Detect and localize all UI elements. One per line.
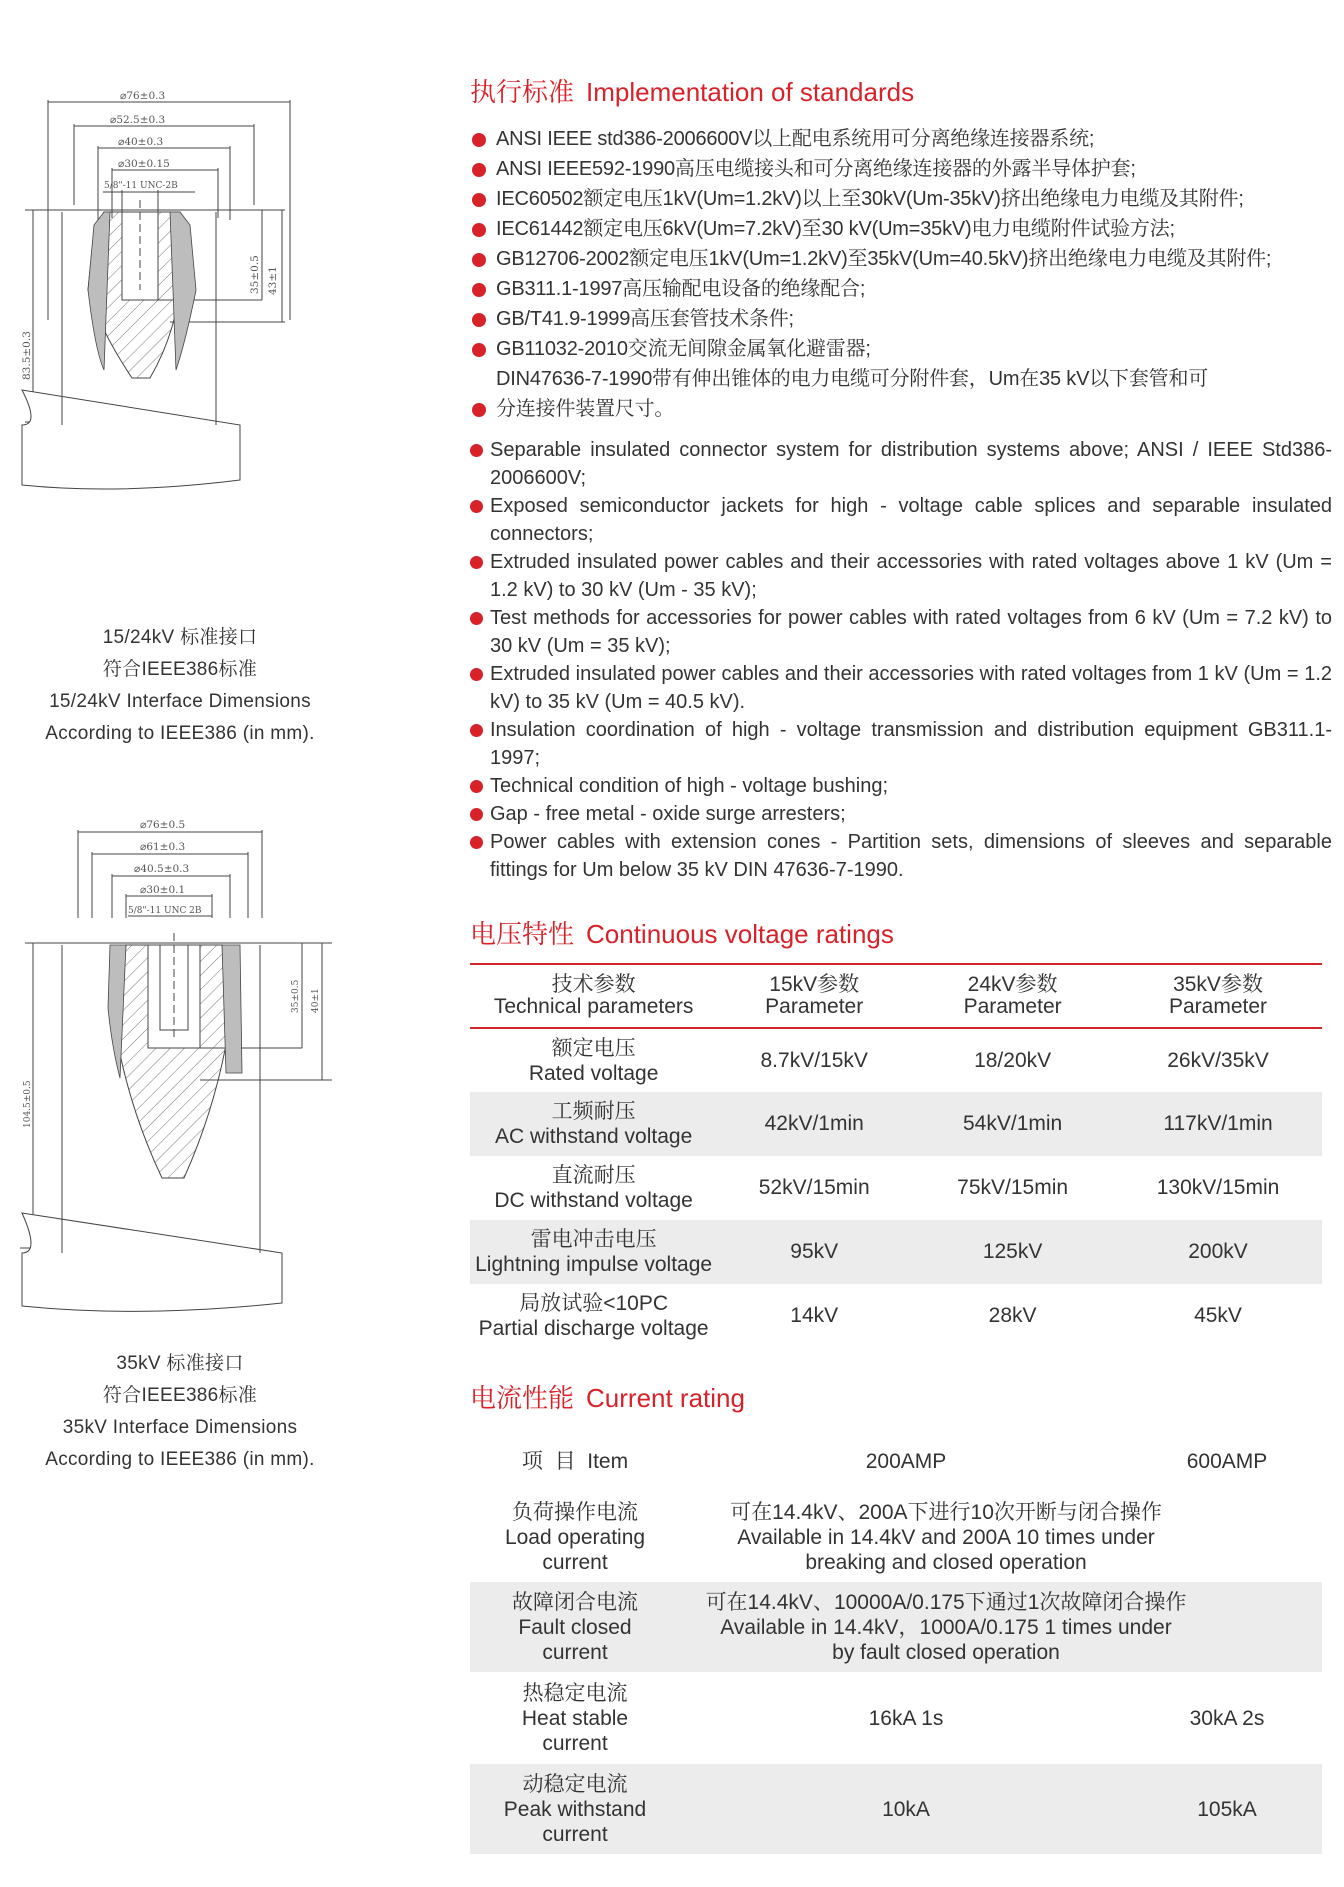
dim-length: 43±1 (267, 266, 279, 295)
header-en: Parameter (765, 995, 864, 1018)
standard-item-en: Insulation coordination of high - voltage transmission and distribution equipment GB311.1-1997; (470, 716, 1332, 772)
caption-line: 符合IEEE386标准 (102, 659, 258, 680)
standard-item-en: Extruded insulated power cables and their accessories with rated voltages from 1 kV (Um = 1.2 kV) to 35 kV (Um = 40.5 kV). (470, 660, 1332, 716)
label-cn: 动稳定电流 (522, 1772, 628, 1796)
value-cell: 54kV/1min (963, 1112, 1063, 1135)
standard-item-cn: IEC61442额定电压6kV(Um=7.2kV)至30 kV(Um=35kV)电力电缆附件试验方法; (470, 214, 1332, 244)
value-cell: 8.7kV/15kV (760, 1048, 868, 1072)
standards-list-en (470, 436, 1332, 884)
dim-diameter-3: ⌀40.5±0.3 (134, 863, 190, 875)
label-en: current (542, 1640, 608, 1664)
caption-line: 符合IEEE386标准 (102, 1385, 258, 1406)
standard-item-en: Extruded insulated power cables and their accessories with rated voltages above 1 kV (Um = 1.2 kV) to 30 kV (Um - 35 kV); (470, 548, 1332, 604)
label-en: current (542, 1731, 608, 1755)
standards-title (470, 72, 914, 109)
param-en: AC withstand voltage (494, 1125, 693, 1148)
value-cell: 130kV/15min (1156, 1176, 1280, 1199)
value-cell: 125kV (982, 1240, 1043, 1263)
standard-item-en: Gap - free metal - oxide surge arresters; (470, 800, 1332, 828)
standard-item-cn: GB311.1-1997高压输配电设备的绝缘配合; (470, 274, 1332, 304)
standard-item-cn: 分连接件装置尺寸。 (470, 394, 1332, 424)
dim-length: 40±1 (311, 988, 321, 1013)
figure1-caption (0, 622, 360, 750)
table-row (470, 1284, 1322, 1348)
header-cn: 24kV参数 (967, 973, 1058, 996)
param-en: Rated voltage (528, 1061, 659, 1085)
header-cn: 15kV参数 (769, 973, 860, 996)
value-cell: 95kV (790, 1240, 839, 1263)
value-200amp: 16kA 1s (868, 1706, 944, 1730)
voltage-table (470, 963, 1322, 1348)
current-title-en: Current rating (586, 1383, 745, 1413)
param-cell (470, 1284, 717, 1348)
caption-line: According to IEEE386 (in mm). (45, 723, 315, 744)
param-cn: 额定电压 (551, 1036, 636, 1060)
standard-item-en: Test methods for accessories for power cables with rated voltages from 6 kV (Um = 7.2 kV) to 30 kV (Um = 35 kV); (470, 604, 1332, 660)
value-cell: 75kV/15min (957, 1176, 1069, 1199)
item-label (470, 1492, 680, 1582)
drawings-column (0, 0, 450, 1887)
standard-item-cn-continuation: DIN47636-7-1990带有伸出锥体的电力电缆可分附件套，Um在35 kV以下套管和可 (496, 368, 1209, 390)
dim-diameter-2: ⌀61±0.3 (140, 841, 186, 853)
interface-drawing-15-24kv-svg (0, 90, 450, 610)
note-line: by fault closed operation (832, 1640, 1060, 1664)
standards-title-cn: 执行标准 (470, 77, 575, 107)
param-cell (470, 1220, 717, 1284)
caption-line: 35kV 标准接口 (116, 1353, 244, 1374)
current-table (470, 1430, 1322, 1854)
dim-thread: 5/8"-11 UNC-2B (104, 181, 178, 191)
voltage-title-cn: 电压特性 (470, 919, 575, 949)
label-en: current (542, 1822, 608, 1846)
value-600amp: 105kA (1197, 1797, 1257, 1821)
voltage-title-en: Continuous voltage ratings (586, 919, 894, 949)
value-cell: 28kV (988, 1304, 1037, 1327)
standard-item-en: Exposed semiconductor jackets for high - voltage cable splices and separable insulated connectors; (470, 492, 1332, 548)
param-en: Lightning impulse voltage (475, 1253, 713, 1276)
caption-line: 15/24kV Interface Dimensions (49, 691, 311, 712)
standard-item-cn: GB11032-2010交流无间隙金属氧化避雷器; (470, 334, 1332, 364)
value-cell: 14kV (790, 1304, 839, 1327)
table-row (470, 1028, 1322, 1092)
header-200amp: 200AMP (865, 1449, 947, 1473)
caption-line: 15/24kV 标准接口 (102, 627, 258, 648)
note-line: 可在14.4kV、200A下进行10次开断与闭合操作 (730, 1500, 1162, 1524)
param-cn: 工频耐压 (551, 1100, 636, 1123)
note-line: 可在14.4kV、10000A/0.175下通过1次故障闭合操作 (705, 1590, 1187, 1614)
header-en: Parameter (1168, 995, 1268, 1018)
dim-height: 104.5±0.5 (23, 1080, 33, 1128)
standard-item-cn: ANSI IEEE std386-2006600V以上配电系统用可分离绝缘连接器系统; (470, 124, 1332, 154)
param-cell (470, 1028, 717, 1092)
header-cell (911, 964, 1114, 1028)
value-cell: 117kV/1min (1163, 1112, 1273, 1135)
header-cell (717, 964, 911, 1028)
interface-drawing-35kv (0, 808, 450, 1328)
table-row (470, 1220, 1322, 1284)
value-cell: 200kV (1188, 1240, 1248, 1263)
value-600amp: 30kA 2s (1189, 1706, 1265, 1730)
param-cell (470, 1156, 717, 1220)
value-cell: 18/20kV (974, 1048, 1052, 1072)
header-cn: 技术参数 (551, 973, 636, 996)
label-cn: 故障闭合电流 (512, 1590, 638, 1614)
table-row (470, 1092, 1322, 1156)
standard-item-en: Separable insulated connector system for distribution systems above; ANSI / IEEE Std386-2006600V; (470, 436, 1332, 492)
dim-outer-diameter: ⌀76±0.3 (120, 90, 166, 102)
item-label (470, 1764, 680, 1854)
label-en: Heat stable (521, 1706, 629, 1730)
label-cn: 热稳定电流 (522, 1681, 628, 1705)
header-600amp: 600AMP (1186, 1449, 1268, 1473)
note-line: Available in 14.4kV and 200A 10 times under (737, 1525, 1155, 1549)
standard-item-en: Technical condition of high - voltage bushing; (470, 772, 1332, 800)
current-title-cn: 电流性能 (470, 1383, 575, 1413)
item-label (470, 1582, 680, 1672)
dim-diameter-4: ⌀30±0.15 (118, 158, 170, 170)
header-en: Technical parameters (493, 995, 694, 1018)
interface-drawing-35kv-svg (0, 808, 450, 1328)
param-cn: 雷电冲击电压 (530, 1228, 657, 1251)
note-line: breaking and closed operation (805, 1550, 1087, 1574)
value-cell: 45kV (1194, 1304, 1242, 1327)
voltage-title (470, 914, 894, 951)
standard-item-cn: GB/T41.9-1999高压套管技术条件; (470, 304, 1332, 334)
label-en: Fault closed (518, 1615, 632, 1639)
table-row (470, 1582, 1322, 1672)
current-table-header (470, 1430, 1322, 1492)
label-en: Load operating (504, 1525, 646, 1549)
table-row (470, 1764, 1322, 1854)
table-row (470, 1156, 1322, 1220)
value-cell: 52kV/15min (758, 1176, 870, 1199)
dim-thread: 5/8"-11 UNC 2B (128, 906, 202, 916)
header-item: 项 目 Item (521, 1449, 629, 1473)
dim-diameter-3: ⌀40±0.3 (118, 136, 164, 148)
standard-item-en: Power cables with extension cones - Partition sets, dimensions of sleeves and separable fittings for Um below 35 kV DIN 47636-7-1990. (470, 828, 1332, 884)
standard-item-cn: IEC60502额定电压1kV(Um=1.2kV)以上至30kV(Um-35kV)挤出绝缘电力电缆及其附件; (470, 184, 1332, 214)
dim-height: 83.5±0.3 (21, 331, 33, 380)
voltage-table-header (470, 964, 1322, 1028)
param-cell (470, 1092, 717, 1156)
current-title (470, 1378, 745, 1415)
dim-outer-diameter: ⌀76±0.5 (140, 819, 186, 831)
table-row (470, 1492, 1322, 1582)
dim-depth: 35±0.5 (249, 255, 261, 294)
standard-item-cn: ANSI IEEE592-1990高压电缆接头和可分离绝缘连接器的外露半导体护套; (470, 154, 1332, 184)
item-note (680, 1492, 1322, 1582)
item-label (470, 1672, 680, 1764)
caption-line: According to IEEE386 (in mm). (45, 1449, 315, 1470)
dim-diameter-4: ⌀30±0.1 (140, 884, 186, 896)
header-cell (470, 964, 717, 1028)
label-en: Peak withstand (503, 1797, 647, 1821)
value-200amp: 10kA (882, 1797, 930, 1821)
note-line: Available in 14.4kV，1000A/0.175 1 times under (720, 1615, 1172, 1639)
label-en: current (542, 1550, 608, 1574)
param-cn: 局放试验<10PC (519, 1292, 668, 1315)
dim-diameter-2: ⌀52.5±0.3 (110, 114, 166, 126)
figure2-caption (0, 1348, 360, 1476)
param-en: Partial discharge voltage (478, 1317, 709, 1340)
value-cell: 42kV/1min (764, 1112, 864, 1135)
table-row (470, 1672, 1322, 1764)
item-note (680, 1582, 1322, 1672)
value-cell: 26kV/35kV (1167, 1048, 1269, 1072)
param-en: DC withstand voltage (494, 1189, 693, 1212)
standards-list-cn (470, 124, 1332, 424)
dim-depth: 35±0.5 (291, 979, 301, 1013)
interface-drawing-15-24kv (0, 90, 450, 610)
standard-item-cn: GB12706-2002额定电压1kV(Um=1.2kV)至35kV(Um=40.5kV)挤出绝缘电力电缆及其附件; (470, 244, 1332, 274)
param-cn: 直流耐压 (551, 1164, 636, 1187)
standards-title-en: Implementation of standards (586, 77, 915, 107)
header-en: Parameter (963, 995, 1062, 1018)
label-cn: 负荷操作电流 (512, 1500, 638, 1524)
header-cell (1114, 964, 1322, 1028)
header-cn: 35kV参数 (1173, 973, 1263, 996)
caption-line: 35kV Interface Dimensions (62, 1417, 298, 1438)
